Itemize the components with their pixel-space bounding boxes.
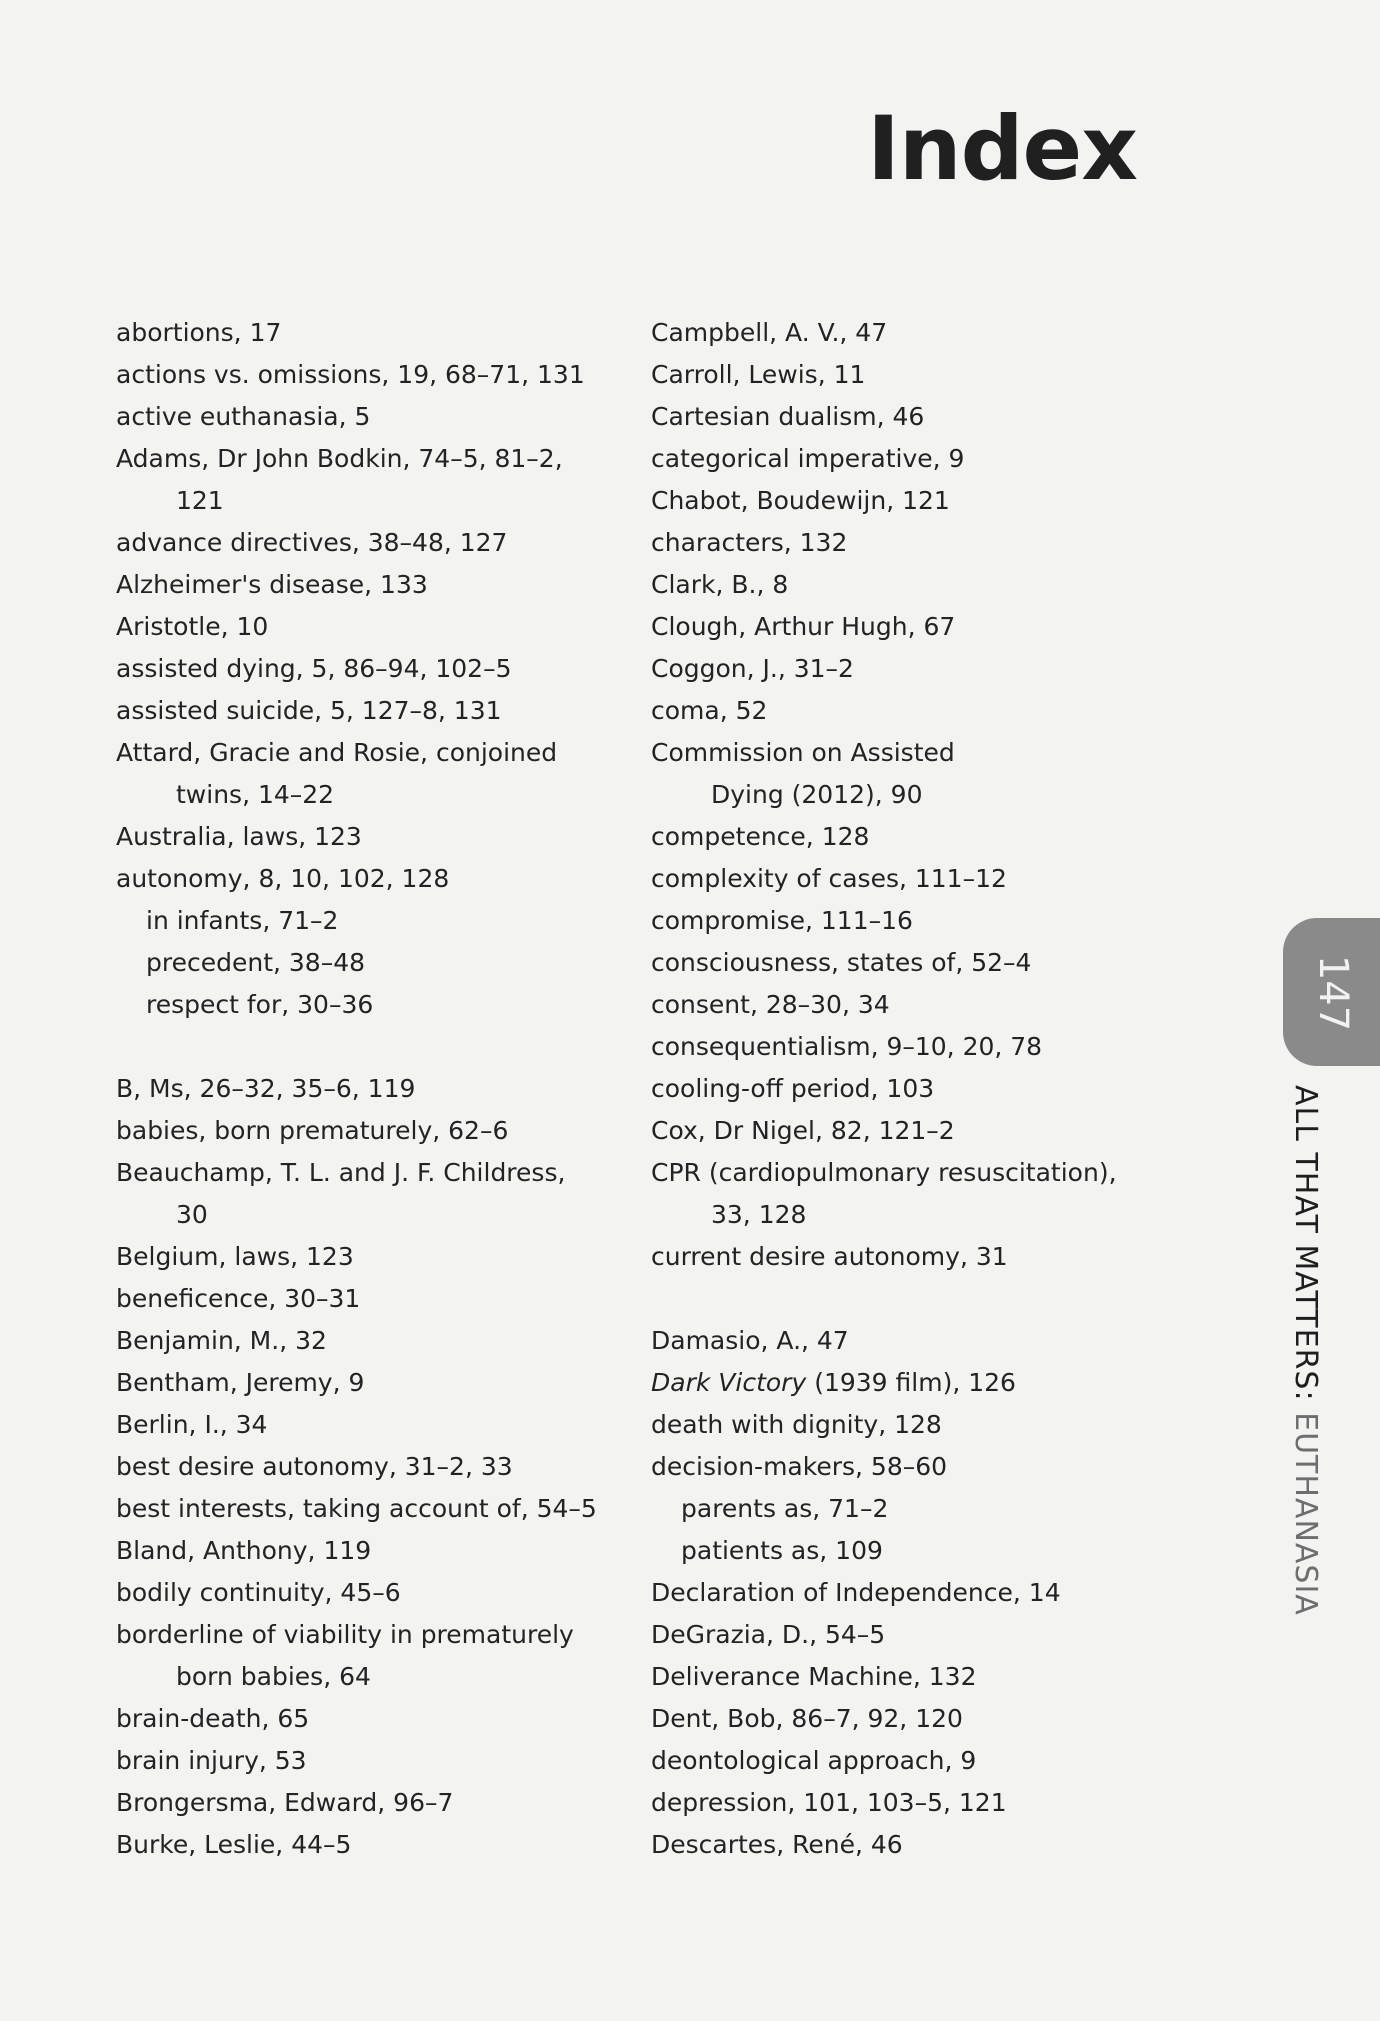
book-subtitle: EUTHANASIA	[1288, 1412, 1323, 1616]
index-entry: active euthanasia, 5	[116, 402, 371, 431]
index-entry: Damasio, A., 47	[651, 1326, 849, 1355]
index-entry: best interests, taking account of, 54–5	[116, 1494, 597, 1523]
letter-gap	[651, 1278, 1151, 1320]
index-subentry: respect for, 30–36	[146, 990, 374, 1019]
index-entry: competence, 128	[651, 822, 870, 851]
index-column-right	[651, 312, 1151, 1866]
index-entry: Clough, Arthur Hugh, 67	[651, 612, 956, 641]
running-title	[1285, 1085, 1325, 1685]
page-title: Index	[867, 97, 1137, 200]
index-entry: Bland, Anthony, 119	[116, 1536, 372, 1565]
index-entry: Descartes, René, 46	[651, 1830, 903, 1859]
index-entry: coma, 52	[651, 696, 768, 725]
index-entry: death with dignity, 128	[651, 1410, 942, 1439]
index-entry: categorical imperative, 9	[651, 444, 965, 473]
index-entry: Cox, Dr Nigel, 82, 121–2	[651, 1116, 955, 1145]
index-entry: assisted dying, 5, 86–94, 102–5	[116, 654, 512, 683]
index-entry: characters, 132	[651, 528, 848, 557]
index-entry: Carroll, Lewis, 11	[651, 360, 866, 389]
index-entry: consent, 28–30, 34	[651, 990, 890, 1019]
index-entry: Bentham, Jeremy, 9	[116, 1368, 365, 1397]
index-subentry: parents as, 71–2	[681, 1494, 889, 1523]
index-entry: complexity of cases, 111–12	[651, 864, 1007, 893]
index-entry: DeGrazia, D., 54–5	[651, 1620, 886, 1649]
index-entry: Dent, Bob, 86–7, 92, 120	[651, 1704, 963, 1733]
index-entry: B, Ms, 26–32, 35–6, 119	[116, 1074, 416, 1103]
letter-gap	[116, 1026, 636, 1068]
index-entry: borderline of viability in prematurely	[116, 1620, 574, 1649]
page-number: 147	[1310, 954, 1357, 1032]
index-entry: autonomy, 8, 10, 102, 128	[116, 864, 450, 893]
index-entry: Chabot, Boudewijn, 121	[651, 486, 950, 515]
index-entry: Coggon, J., 31–2	[651, 654, 854, 683]
index-subentry: in infants, 71–2	[146, 906, 339, 935]
index-subentry: precedent, 38–48	[146, 948, 366, 977]
index-entry: Benjamin, M., 32	[116, 1326, 327, 1355]
index-entry: brain injury, 53	[116, 1746, 307, 1775]
index-entry: Declaration of Independence, 14	[651, 1578, 1061, 1607]
index-subentry: patients as, 109	[681, 1536, 883, 1565]
index-entry: Attard, Gracie and Rosie, conjoined	[116, 738, 558, 767]
index-entry: current desire autonomy, 31	[651, 1242, 1008, 1271]
index-entry: Campbell, A. V., 47	[651, 318, 888, 347]
index-entry: consciousness, states of, 52–4	[651, 948, 1032, 977]
index-entry-continuation: twins, 14–22	[176, 780, 335, 809]
index-entry: actions vs. omissions, 19, 68–71, 131	[116, 360, 585, 389]
index-entry	[651, 1362, 1151, 1404]
index-entry: compromise, 111–16	[651, 906, 913, 935]
index-entry: beneficence, 30–31	[116, 1284, 361, 1313]
entry-pages: (1939 film), 126	[806, 1368, 1016, 1397]
index-entry: assisted suicide, 5, 127–8, 131	[116, 696, 502, 725]
index-entry: Burke, Leslie, 44–5	[116, 1830, 352, 1859]
index-entry: Aristotle, 10	[116, 612, 269, 641]
index-entry: best desire autonomy, 31–2, 33	[116, 1452, 513, 1481]
index-entry: Belgium, laws, 123	[116, 1242, 354, 1271]
index-entry: advance directives, 38–48, 127	[116, 528, 508, 557]
index-entry: Brongersma, Edward, 96–7	[116, 1788, 454, 1817]
index-entry: Australia, laws, 123	[116, 822, 362, 851]
index-entry: Commission on Assisted	[651, 738, 955, 767]
index-entry-continuation: born babies, 64	[176, 1662, 371, 1691]
index-entry: Beauchamp, T. L. and J. F. Childress,	[116, 1158, 566, 1187]
index-entry: deontological approach, 9	[651, 1746, 977, 1775]
index-entry-continuation: 30	[176, 1200, 208, 1229]
italic-title: Dark Victory	[651, 1368, 807, 1397]
index-entry: consequentialism, 9–10, 20, 78	[651, 1032, 1043, 1061]
index-entry: Cartesian dualism, 46	[651, 402, 925, 431]
index-entry: bodily continuity, 45–6	[116, 1578, 401, 1607]
page-number-wrap	[1305, 948, 1361, 1038]
index-entry: decision-makers, 58–60	[651, 1452, 948, 1481]
index-entry: depression, 101, 103–5, 121	[651, 1788, 1007, 1817]
index-entry: Clark, B., 8	[651, 570, 789, 599]
index-entry: Adams, Dr John Bodkin, 74–5, 81–2,	[116, 444, 563, 473]
book-title: ALL THAT MATTERS:	[1288, 1085, 1323, 1402]
index-entry: Berlin, I., 34	[116, 1410, 268, 1439]
index-entry-continuation: 33, 128	[711, 1200, 807, 1229]
index-entry: Deliverance Machine, 132	[651, 1662, 977, 1691]
index-entry: CPR (cardiopulmonary resuscitation),	[651, 1158, 1117, 1187]
index-entry: babies, born prematurely, 62–6	[116, 1116, 509, 1145]
index-entry: abortions, 17	[116, 318, 282, 347]
index-entry: cooling-off period, 103	[651, 1074, 935, 1103]
index-entry: Alzheimer's disease, 133	[116, 570, 428, 599]
index-entry: brain-death, 65	[116, 1704, 310, 1733]
index-entry-continuation: 121	[176, 486, 224, 515]
index-column-left	[116, 312, 636, 1866]
index-entry-continuation: Dying (2012), 90	[711, 780, 923, 809]
